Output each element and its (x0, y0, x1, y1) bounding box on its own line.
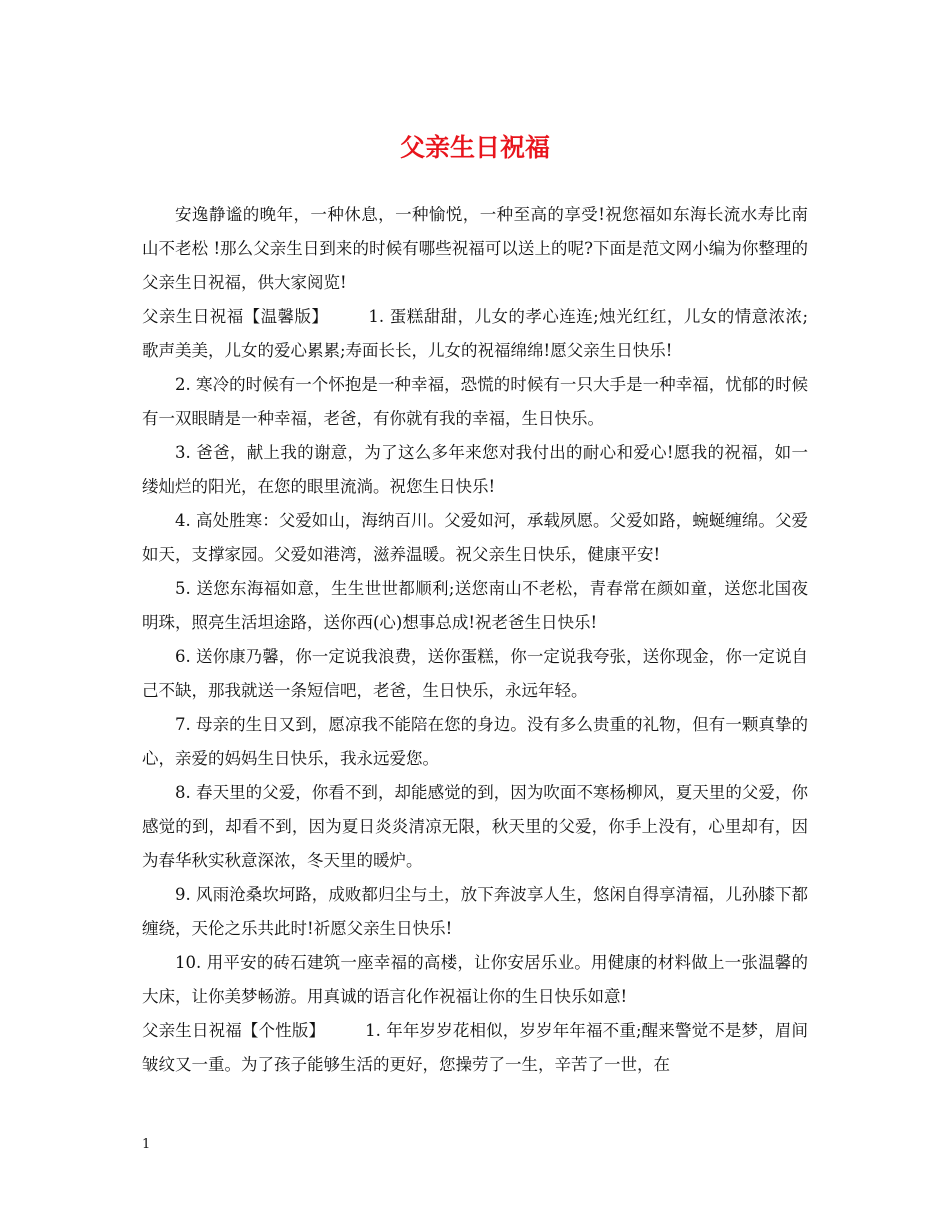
section-warm-item-10: 10. 用平安的砖石建筑一座幸福的高楼，让你安居乐业。用健康的材料做上一张温馨的大床，让你美梦畅游。用真诚的语言化作祝福让你的生日快乐如意! (142, 953, 808, 1006)
document-title: 父亲生日祝福 (399, 133, 550, 162)
section-warm-item-1: 1. 蛋糕甜甜，儿女的孝心连连;烛光红红，儿女的情意浓浓;歌声美美，儿女的爱心累累;寿面长长，儿女的祝福绵绵!愿父亲生日快乐! (142, 307, 808, 360)
section-personal-first-paragraph (142, 1014, 808, 1082)
section-warm-item-3: 3. 爸爸，献上我的谢意，为了这么多年来您对我付出的耐心和爱心!愿我的祝福，如一缕灿烂的阳光，在您的眼里流淌。祝您生日快乐! (142, 443, 808, 496)
section-warm-item-9: 9. 风雨沧桑坎坷路，成败都归尘与土，放下奔波享人生，悠闲自得享清福，儿孙膝下都缠绕，天伦之乐共此时!祈愿父亲生日快乐! (142, 885, 808, 938)
section-warm-item-4: 4. 高处胜寒：父爱如山，海纳百川。父爱如河，承载夙愿。父爱如路，蜿蜒缠绵。父爱如天，支撑家园。父爱如港湾，滋养温暖。祝父亲生日快乐，健康平安! (142, 511, 808, 564)
section-personal-item-1: 1. 年年岁岁花相似，岁岁年年福不重;醒来警觉不是梦，眉间皱纹又一重。为了孩子能够生活的更好，您操劳了一生，辛苦了一世，在 (142, 1021, 809, 1074)
section-warm-item-7: 7. 母亲的生日又到，愿凉我不能陪在您的身边。没有多么贵重的礼物，但有一颗真挚的心，亲爱的妈妈生日快乐，我永远爱您。 (142, 715, 808, 768)
section-warm-item-6: 6. 送你康乃馨，你一定说我浪费，送你蛋糕，你一定说我夸张，送你现金，你一定说自己不缺，那我就送一条短信吧，老爸，生日快乐，永远年轻。 (142, 647, 808, 700)
section-warm-first-paragraph (142, 300, 808, 368)
intro-paragraph: 安逸静谧的晚年，一种休息，一种愉悦，一种至高的享受!祝您福如东海长流水寿比南山不老松 !那么父亲生日到来的时候有哪些祝福可以送上的呢?下面是范文网小编为你整理的父亲生日祝福，供大家阅览! (142, 205, 808, 292)
section-warm-item-2: 2. 寒冷的时候有一个怀抱是一种幸福，恐慌的时候有一只大手是一种幸福，忧郁的时候有一双眼睛是一种幸福，老爸，有你就有我的幸福，生日快乐。 (142, 375, 808, 428)
page-number: 1 (142, 1137, 151, 1152)
section-warm-item-8: 8. 春天里的父爱，你看不到，却能感觉的到，因为吹面不寒杨柳风，夏天里的父爱，你感觉的到，却看不到，因为夏日炎炎清凉无限，秋天里的父爱，你手上没有，心里却有，因为春华秋实秋意深浓，冬天里的暖炉。 (142, 783, 808, 870)
section-personal-heading: 父亲生日祝福【个性版】 (142, 1021, 326, 1040)
section-warm-heading: 父亲生日祝福【温馨版】 (142, 307, 329, 326)
section-warm-item-5: 5. 送您东海福如意，生生世世都顺利;送您南山不老松，青春常在颜如童，送您北国夜明珠，照亮生活坦途路，送你西(心)想事总成!祝老爸生日快乐! (142, 579, 808, 632)
document-body (142, 198, 808, 1082)
